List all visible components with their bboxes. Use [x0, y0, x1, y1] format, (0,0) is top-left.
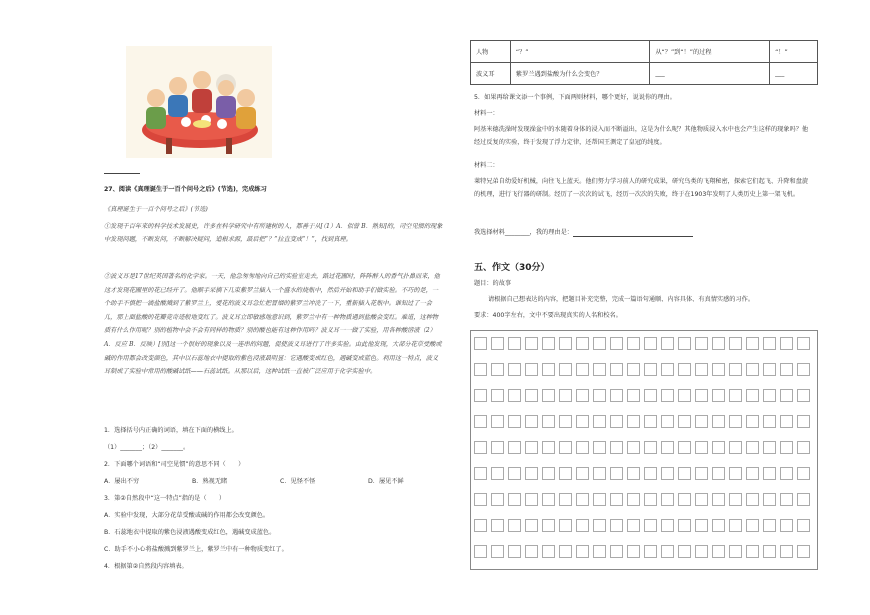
grid-cell[interactable]: [610, 337, 623, 350]
grid-cell[interactable]: [474, 493, 487, 506]
question-1-blanks[interactable]: （1）_______；（2）_______。: [104, 444, 190, 451]
table-cell: “！”: [770, 41, 818, 63]
grid-cell[interactable]: [780, 467, 793, 480]
grid-cell[interactable]: [661, 493, 674, 506]
grid-cell[interactable]: [661, 519, 674, 532]
grid-cell[interactable]: [525, 389, 538, 402]
grid-cell[interactable]: [763, 415, 776, 428]
grid-cell[interactable]: [627, 389, 640, 402]
grid-cell[interactable]: [525, 415, 538, 428]
grid-cell[interactable]: [610, 363, 623, 376]
grid-cell[interactable]: [780, 545, 793, 558]
grid-cell[interactable]: [797, 363, 810, 376]
grid-cell[interactable]: [559, 519, 572, 532]
q3-option-b[interactable]: B．石蕊地衣中提取的紫色浸液遇酸变成红色，遇碱变成蓝色。: [104, 529, 276, 536]
grid-cell[interactable]: [559, 467, 572, 480]
grid-cell[interactable]: [491, 415, 504, 428]
grid-cell[interactable]: [627, 441, 640, 454]
grid-cell[interactable]: [729, 467, 742, 480]
grid-cell[interactable]: [644, 441, 657, 454]
composition-requirements: 要求：400字左右，文中不要出现真实的人名和校名。: [474, 312, 622, 319]
grid-cell[interactable]: [627, 415, 640, 428]
q27-title: 27、阅读《真理诞生于一百个问号之后》(节选)，完成练习: [104, 186, 267, 193]
grid-cell[interactable]: [508, 493, 521, 506]
grid-cell[interactable]: [763, 493, 776, 506]
grid-cell[interactable]: [559, 493, 572, 506]
question-2: 2．下面哪个词语和“司空见惯”的意思不同（ ）: [104, 461, 245, 468]
grid-cell[interactable]: [559, 363, 572, 376]
family-dinner-illustration: [126, 46, 272, 158]
table-cell: 从“？”到“！”的过程: [650, 41, 770, 63]
grid-cell[interactable]: [678, 415, 691, 428]
grid-cell[interactable]: [576, 467, 589, 480]
grid-cell[interactable]: [576, 363, 589, 376]
grid-cell[interactable]: [780, 415, 793, 428]
grid-cell[interactable]: [593, 441, 606, 454]
grid-cell[interactable]: [474, 467, 487, 480]
grid-cell[interactable]: [780, 441, 793, 454]
grid-cell[interactable]: [644, 467, 657, 480]
table-row: [471, 63, 818, 85]
grid-cell[interactable]: [695, 363, 708, 376]
grid-cell[interactable]: [729, 337, 742, 350]
grid-cell[interactable]: [491, 519, 504, 532]
answer-line[interactable]: [573, 230, 693, 237]
q4-table: [470, 40, 818, 85]
grid-cell[interactable]: [491, 545, 504, 558]
grid-cell[interactable]: [780, 519, 793, 532]
excerpt-title: 《真理诞生于一百个问号之后》(节选): [104, 206, 208, 213]
grid-cell[interactable]: [610, 441, 623, 454]
paragraph-1: ①发现千百年来的科学技术发展史，许多在科学研究中有所建树的人，都善于从[（1）A．似曾 B．熟知]的，司空见惯的现象中发现问题，不断发问，不断解决疑问，追根求源，最后把“？”拉直变成“！”，找到真理。: [104, 223, 443, 243]
grid-cell[interactable]: [763, 363, 776, 376]
grid-cell[interactable]: [729, 389, 742, 402]
grid-cell[interactable]: [542, 441, 555, 454]
q2-option-c[interactable]: C．见怪不怪: [280, 478, 316, 485]
grid-cell[interactable]: [780, 337, 793, 350]
grid-cell[interactable]: [746, 441, 759, 454]
table-cell: 紫罗兰遇到盐酸为什么会变色？: [510, 63, 649, 85]
material-1-text: 阿基米德洗澡时发现澡盆中的水随着身体的浸入而不断溢出，这是为什么呢？其他物质浸入水中也会产生这样的现象吗？他经过反复的实验，终于发现了浮力定律，还帮国王测定了皇冠的纯度。: [474, 126, 809, 146]
composition-instructions: 请根据自己想表达的内容，把题目补充完整，完成一篇语句通顺、内容具体、有真情实感的习作。: [488, 296, 755, 303]
grid-cell[interactable]: [593, 389, 606, 402]
grid-cell[interactable]: [525, 363, 538, 376]
grid-cell[interactable]: [644, 519, 657, 532]
grid-cell[interactable]: [763, 389, 776, 402]
grid-cell[interactable]: [610, 493, 623, 506]
grid-cell[interactable]: [542, 545, 555, 558]
grid-cell[interactable]: [593, 363, 606, 376]
q2-option-d[interactable]: D．屡见不鲜: [368, 478, 404, 485]
grid-cell[interactable]: [797, 467, 810, 480]
grid-cell[interactable]: [729, 519, 742, 532]
table-cell: “？”: [510, 41, 649, 63]
grid-cell[interactable]: [661, 363, 674, 376]
grid-cell[interactable]: [746, 337, 759, 350]
grid-cell[interactable]: [746, 493, 759, 506]
grid-cell[interactable]: [576, 337, 589, 350]
grid-cell[interactable]: [474, 337, 487, 350]
grid-cell[interactable]: [508, 519, 521, 532]
grid-cell[interactable]: [644, 337, 657, 350]
grid-cell[interactable]: [610, 467, 623, 480]
grid-cell[interactable]: [508, 467, 521, 480]
grid-cell[interactable]: [576, 545, 589, 558]
grid-cell[interactable]: [712, 493, 725, 506]
grid-cell[interactable]: [763, 519, 776, 532]
divider-line: [104, 173, 140, 174]
grid-cell[interactable]: [712, 467, 725, 480]
material-2-label: 材料二：: [474, 162, 499, 169]
grid-cell[interactable]: [576, 415, 589, 428]
grid-cell[interactable]: [797, 493, 810, 506]
grid-cell[interactable]: [627, 519, 640, 532]
grid-cell[interactable]: [712, 363, 725, 376]
grid-cell[interactable]: [678, 441, 691, 454]
grid-cell[interactable]: [661, 415, 674, 428]
grid-cell[interactable]: [763, 467, 776, 480]
grid-cell[interactable]: [797, 519, 810, 532]
grid-cell[interactable]: [610, 545, 623, 558]
q2-option-a[interactable]: A．屡出不穷: [104, 478, 140, 485]
grid-cell[interactable]: [695, 441, 708, 454]
question-5: 5．如果再给课文添一个事例，下面两则材料，哪个更好，说说你的理由。: [474, 94, 676, 101]
grid-cell[interactable]: [678, 467, 691, 480]
grid-cell[interactable]: [525, 441, 538, 454]
question-3: 3．第②自然段中“这一特点”指的是（ ）: [104, 495, 226, 502]
question-1: 1．选择括号内正确的词语，填在下面的横线上。: [104, 427, 238, 434]
grid-cell[interactable]: [644, 389, 657, 402]
grid-cell[interactable]: [797, 389, 810, 402]
grid-cell[interactable]: [593, 337, 606, 350]
grid-cell[interactable]: [474, 415, 487, 428]
grid-cell[interactable]: [661, 545, 674, 558]
question-4: 4．根据第②自然段内容填表。: [104, 563, 188, 570]
grid-cell[interactable]: [542, 519, 555, 532]
grid-cell[interactable]: [763, 337, 776, 350]
grid-cell[interactable]: [576, 441, 589, 454]
choice-text: 我选择材料________，我的理由是：: [474, 229, 573, 236]
grid-cell[interactable]: [593, 467, 606, 480]
grid-cell[interactable]: [542, 415, 555, 428]
grid-cell[interactable]: [559, 337, 572, 350]
grid-cell[interactable]: [678, 519, 691, 532]
grid-cell[interactable]: [559, 545, 572, 558]
composition-heading: 五、作文（30分）: [474, 263, 550, 273]
grid-cell[interactable]: [695, 519, 708, 532]
grid-cell[interactable]: [746, 519, 759, 532]
grid-cell[interactable]: [542, 467, 555, 480]
grid-cell[interactable]: [627, 545, 640, 558]
grid-cell[interactable]: [695, 389, 708, 402]
grid-cell[interactable]: [508, 545, 521, 558]
grid-cell[interactable]: [780, 363, 793, 376]
table-cell: 波义耳: [471, 63, 511, 85]
composition-topic: 题目：的故事: [474, 280, 512, 287]
grid-cell[interactable]: [559, 441, 572, 454]
grid-cell[interactable]: [491, 467, 504, 480]
grid-cell[interactable]: [712, 519, 725, 532]
grid-cell[interactable]: [491, 389, 504, 402]
grid-cell[interactable]: [525, 545, 538, 558]
table-row: [471, 41, 818, 63]
grid-cell[interactable]: [559, 389, 572, 402]
grid-cell[interactable]: [644, 363, 657, 376]
grid-cell[interactable]: [508, 389, 521, 402]
grid-cell[interactable]: [797, 545, 810, 558]
grid-cell[interactable]: [695, 545, 708, 558]
grid-cell[interactable]: [627, 493, 640, 506]
grid-cell[interactable]: [746, 415, 759, 428]
grid-cell[interactable]: [559, 415, 572, 428]
grid-cell[interactable]: [542, 337, 555, 350]
grid-cell[interactable]: [746, 467, 759, 480]
grid-cell[interactable]: [576, 519, 589, 532]
grid-cell[interactable]: [491, 493, 504, 506]
grid-cell[interactable]: [678, 337, 691, 350]
grid-cell[interactable]: [576, 493, 589, 506]
grid-cell[interactable]: [729, 441, 742, 454]
q2-option-b[interactable]: B．熟视无睹: [192, 478, 228, 485]
grid-cell[interactable]: [661, 389, 674, 402]
grid-cell[interactable]: [797, 441, 810, 454]
grid-cell[interactable]: [661, 337, 674, 350]
grid-cell[interactable]: [746, 363, 759, 376]
grid-cell[interactable]: [627, 467, 640, 480]
grid-cell[interactable]: [729, 493, 742, 506]
grid-cell[interactable]: [508, 363, 521, 376]
grid-cell[interactable]: [474, 389, 487, 402]
grid-cell[interactable]: [593, 545, 606, 558]
grid-cell[interactable]: [678, 363, 691, 376]
grid-cell[interactable]: [474, 545, 487, 558]
q3-option-c[interactable]: C．助手不小心将盐酸溅到紫罗兰上，紫罗兰中有一种物质变红了。: [104, 546, 288, 553]
grid-cell[interactable]: [780, 493, 793, 506]
grid-cell[interactable]: [593, 415, 606, 428]
grid-cell[interactable]: [525, 519, 538, 532]
grid-cell[interactable]: [746, 389, 759, 402]
paragraph-2: ②波义耳是17世纪英国著名的化学家。一天，他急匆匆地向自己的实验室走去，路过花圃时，阵阵醉人的香气扑鼻而来，他这才发现花圃里的花已经开了。他顺手采摘下几束紫罗兰插入一个盛水的烧瓶中，然后开始和助手们做实验。不巧的是，一个助手不慎把一滴盐酸溅到了紫罗兰上，爱花的波义耳急忙把冒烟的紫罗兰冲洗了一下，重新插入花瓶中。谁知过了一会儿，那上面盐酸的花瓣竟奇迹般地变红了。波义耳立即敏感地意识到，紫罗兰中有一种物质遇到盐酸会变红。难道，这种物质有什么作用呢？别的植物中会不会有同样的物质？别的酸也能有这种作用吗？波义耳一一做了实验，用各种酸溶液（2）A．反应 B．反映）[别]这一个很好的现象以及一连串的问题，促使波义耳进行了许多实验。由此他发现，大部分花草受酸或碱的作用都会改变颜色，其中以石蕊地衣中提取的紫色浸液最明显：它遇酸变成红色，遇碱变成蓝色。利用这一特点，波义耳制成了实验中常用的酸碱试纸——石蕊试纸。从那以后，这种试纸一直被广泛应用于化学实验中。: [104, 273, 442, 376]
grid-cell[interactable]: [695, 337, 708, 350]
grid-cell[interactable]: [508, 441, 521, 454]
grid-cell[interactable]: [644, 545, 657, 558]
table-cell-answer[interactable]: ___: [770, 63, 818, 85]
grid-cell[interactable]: [644, 493, 657, 506]
grid-cell[interactable]: [712, 545, 725, 558]
grid-cell[interactable]: [678, 389, 691, 402]
grid-cell[interactable]: [508, 415, 521, 428]
grid-cell[interactable]: [593, 493, 606, 506]
grid-cell[interactable]: [712, 337, 725, 350]
grid-cell[interactable]: [491, 337, 504, 350]
grid-cell[interactable]: [661, 467, 674, 480]
grid-cell[interactable]: [729, 545, 742, 558]
grid-cell[interactable]: [525, 493, 538, 506]
choice-prompt[interactable]: [474, 229, 693, 237]
grid-cell[interactable]: [474, 363, 487, 376]
grid-cell[interactable]: [678, 493, 691, 506]
grid-cell[interactable]: [780, 389, 793, 402]
grid-cell[interactable]: [746, 545, 759, 558]
grid-cell[interactable]: [610, 389, 623, 402]
grid-cell[interactable]: [661, 441, 674, 454]
q3-option-a[interactable]: A．实验中发现，大部分花草受酸或碱的作用都会改变颜色。: [104, 512, 270, 519]
grid-cell[interactable]: [763, 441, 776, 454]
grid-cell[interactable]: [491, 441, 504, 454]
grid-cell[interactable]: [729, 363, 742, 376]
grid-cell[interactable]: [508, 337, 521, 350]
grid-cell[interactable]: [695, 467, 708, 480]
grid-cell[interactable]: [712, 441, 725, 454]
grid-cell[interactable]: [678, 545, 691, 558]
grid-cell[interactable]: [627, 337, 640, 350]
grid-cell[interactable]: [627, 363, 640, 376]
grid-cell[interactable]: [797, 415, 810, 428]
grid-cell[interactable]: [712, 415, 725, 428]
grid-cell[interactable]: [542, 363, 555, 376]
grid-cell[interactable]: [644, 415, 657, 428]
table-cell-answer[interactable]: ___: [650, 63, 770, 85]
grid-cell[interactable]: [610, 519, 623, 532]
grid-cell[interactable]: [797, 337, 810, 350]
grid-cell[interactable]: [525, 467, 538, 480]
grid-cell[interactable]: [576, 389, 589, 402]
grid-cell[interactable]: [695, 415, 708, 428]
table-cell: 人物: [471, 41, 511, 63]
grid-cell[interactable]: [712, 389, 725, 402]
grid-cell[interactable]: [542, 493, 555, 506]
grid-cell[interactable]: [593, 519, 606, 532]
grid-cell[interactable]: [474, 441, 487, 454]
material-1-label: 材料一：: [474, 110, 499, 117]
grid-cell[interactable]: [542, 389, 555, 402]
grid-cell[interactable]: [610, 415, 623, 428]
grid-cell[interactable]: [525, 337, 538, 350]
grid-cell[interactable]: [763, 545, 776, 558]
material-2-text: 莱特兄弟自幼爱好机械，向往飞上蓝天。他们努力学习前人的研究成果，研究鸟类的飞翔秘密，探索它们起飞、升降和盘旋的机理，进行飞行器的研制。经历了一次次的试飞，经历一次次的失败，终于在1903年发明了人类历史上第一架飞机。: [474, 178, 809, 198]
grid-cell[interactable]: [695, 493, 708, 506]
writing-grid[interactable]: [470, 330, 818, 570]
grid-cell[interactable]: [729, 415, 742, 428]
grid-cell[interactable]: [474, 519, 487, 532]
grid-cell[interactable]: [491, 363, 504, 376]
